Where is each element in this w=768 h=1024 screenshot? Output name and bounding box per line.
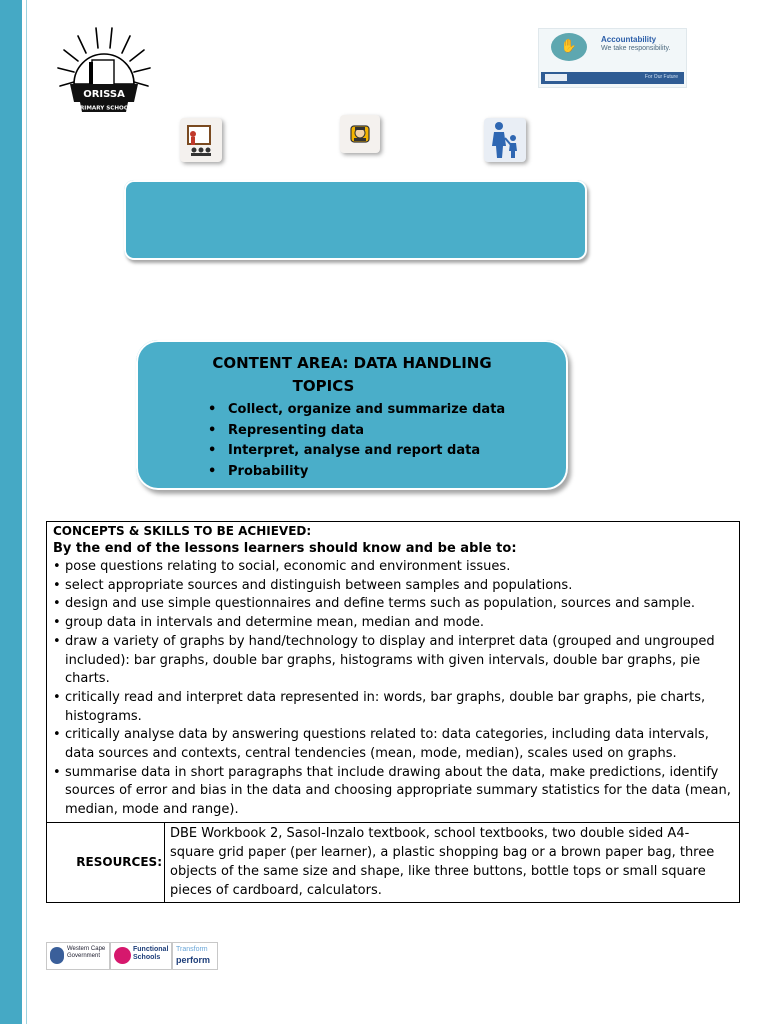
left-accent-bar (0, 0, 22, 1024)
parent-child-icon (484, 118, 526, 162)
concepts-list (53, 558, 734, 820)
concept-item: • summarise data in short paragraphs that include drawing about the data, make predictions, identify sources of error and bias in the data and choosing appropriate summary statistics for the data (mean, median, mode and range). (53, 764, 734, 820)
concept-item: • pose questions relating to social, economic and environment issues. (53, 558, 734, 577)
government-crest-icon (545, 74, 567, 81)
concepts-cell (47, 522, 739, 823)
functional-schools-text: Functional Schools (133, 946, 169, 961)
perform-text: perform (176, 955, 211, 965)
school-logo (56, 26, 152, 118)
footer-logos (46, 942, 218, 970)
functional-schools-logo (110, 942, 172, 970)
left-accent-line (26, 0, 27, 1024)
wcg-logo (46, 942, 110, 970)
concept-item: • critically read and interpret data represented in: words, bar graphs, double bar graphs, pie charts, histograms. (53, 689, 734, 726)
topic-item: • Interpret, analyse and report data (206, 441, 505, 462)
concept-item: • design and use simple questionnaires and define terms such as population, sources and sample. (53, 595, 734, 614)
concept-item: • select appropriate sources and distinguish between samples and populations. (53, 577, 734, 596)
school-sub: PRIMARY SCHOOL (75, 105, 133, 112)
concept-item: • draw a variety of graphs by hand/technology to display and interpret data (grouped and ungrouped included): bar graphs, double bar graphs, histograms with given intervals, double bar graphs, pie charts. (53, 633, 734, 689)
blank-title-box (124, 180, 587, 260)
accountability-strip-text: For Our Future (644, 74, 678, 80)
accountability-title: Accountability (601, 35, 657, 44)
transform-text: Transform (176, 946, 208, 953)
transform-perform-logo (172, 942, 218, 970)
topic-item: • Probability (206, 462, 505, 483)
accountability-subtitle: We take responsibility. (601, 45, 671, 52)
topic-item: • Collect, organize and summarize data (206, 400, 505, 421)
concepts-heading: CONCEPTS & SKILLS TO BE ACHIEVED: (53, 524, 312, 538)
accountability-strip (541, 72, 684, 84)
concepts-table (46, 521, 740, 903)
school-name: ORISSA (83, 89, 125, 100)
concept-item: • group data in intervals and determine mean, median and mode. (53, 614, 734, 633)
teacher-class-icon (180, 118, 222, 162)
content-area-title: CONTENT AREA: DATA HANDLING (212, 354, 492, 372)
resources-row (47, 823, 739, 902)
wcg-crest-icon (50, 947, 64, 964)
concepts-intro: By the end of the lessons learners should know and be able to: (53, 541, 517, 556)
accountability-banner (538, 28, 687, 88)
resources-text: DBE Workbook 2, Sasol-Inzalo textbook, school textbooks, two double sided A4-square grid paper (per learner), a plastic shopping bag or a brown paper bag, three objects of the same size and shape, like three buttons, bottle tops or small square pieces of cardboard, calculators. (170, 825, 715, 898)
student-face-icon (340, 115, 380, 153)
topic-item: • Representing data (206, 421, 505, 442)
resources-label: RESOURCES: (47, 823, 165, 902)
raised-hand-icon: ✋ (551, 33, 587, 61)
concept-item: • critically analyse data by answering questions related to: data categories, including data intervals, data sources and contexts, central tendencies (mean, mode, median), scales used on graphs. (53, 726, 734, 763)
content-area-box (136, 340, 568, 490)
functional-badge-icon (114, 947, 131, 964)
topics-list (206, 400, 505, 482)
topics-heading: TOPICS (292, 377, 355, 395)
wcg-text: Western Cape Government (67, 946, 106, 959)
